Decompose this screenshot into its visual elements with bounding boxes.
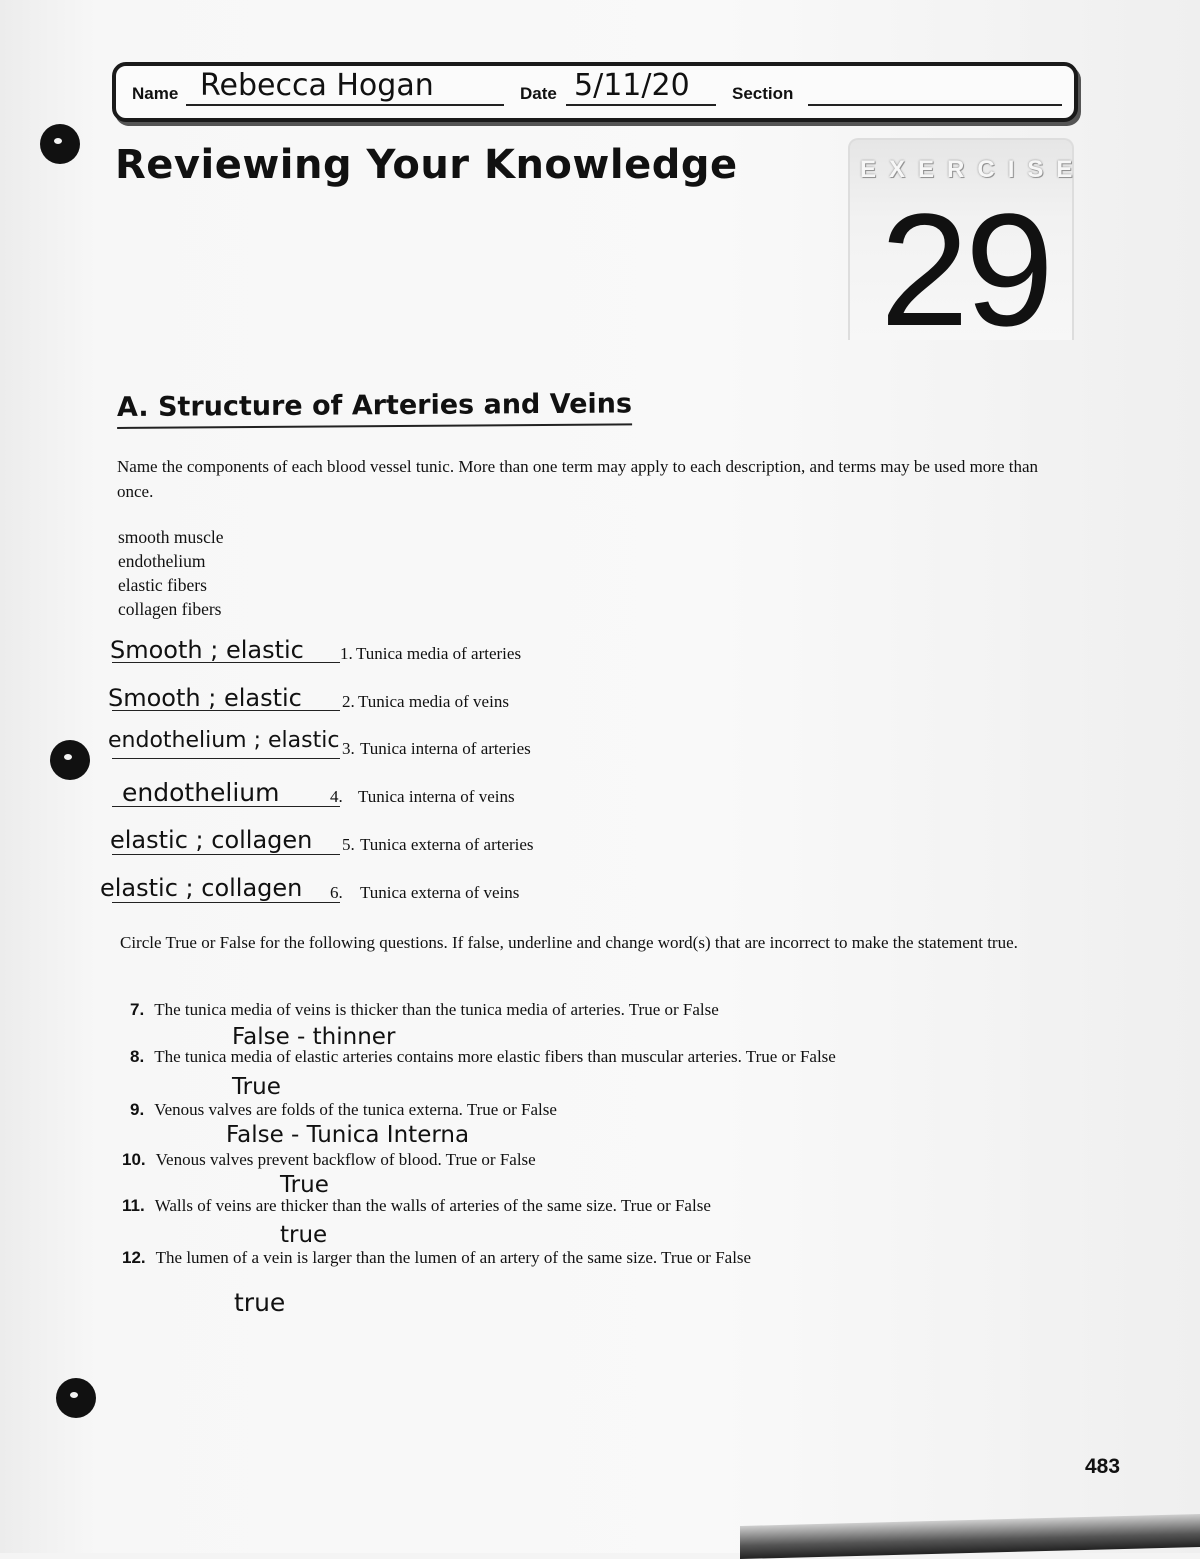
item-text-4: Tunica interna of veins: [358, 787, 515, 806]
answer-7: False - thinner: [232, 1024, 396, 1050]
binder-hole-middle: [50, 740, 90, 780]
item-number-6: 6.: [330, 883, 343, 902]
question-text-10: Venous valves prevent backflow of blood. True or False: [155, 1150, 536, 1169]
question-8: [130, 1047, 836, 1067]
true-false-instructions: Circle True or False for the following questions. If false, underline and change word(s) that are incorrect to make the statement true.: [120, 933, 1018, 952]
binder-hole-bottom: [56, 1378, 96, 1418]
item-text-2: Tunica media of veins: [358, 692, 509, 711]
question-number-7: 7.: [130, 1000, 145, 1019]
answer-line-6: [112, 902, 340, 903]
item-number-1: 1.: [340, 644, 353, 663]
answer-8: True: [232, 1074, 281, 1100]
answer-5: elastic ; collagen: [110, 826, 313, 854]
question-number-9: 9.: [130, 1100, 145, 1119]
section-a-instructions: Name the components of each blood vessel tunic. More than one term may apply to each description, and terms may be used more than once.: [117, 457, 1039, 501]
name-value: Rebecca Hogan: [200, 68, 434, 103]
item-text-1: Tunica media of arteries: [356, 644, 522, 663]
question-number-12: 12.: [122, 1248, 146, 1267]
answer-6: elastic ; collagen: [100, 874, 303, 902]
question-text-12: The lumen of a vein is larger than the lumen of an artery of the same size. True or False: [155, 1248, 752, 1267]
exercise-number: 29: [880, 180, 1050, 359]
question-9: [130, 1100, 557, 1120]
section-line: [808, 104, 1062, 106]
page-title: Reviewing Your Knowledge: [115, 142, 738, 188]
term-elastic-fibers: elastic fibers: [118, 575, 207, 595]
answer-11: true: [280, 1222, 328, 1248]
name-line: [186, 104, 504, 106]
question-number-8: 8.: [130, 1047, 145, 1066]
question-text-7: The tunica media of veins is thicker than the tunica media of arteries. True or False: [154, 1000, 719, 1019]
answer-9: False - Tunica Interna: [226, 1122, 470, 1148]
date-value: 5/11/20: [574, 68, 690, 103]
item-text-6: Tunica externa of veins: [360, 883, 520, 902]
question-text-8: The tunica media of elastic arteries contains more elastic fibers than muscular arteries. True or False: [154, 1047, 836, 1066]
question-11: [122, 1196, 711, 1216]
date-line: [566, 104, 716, 106]
question-text-11: Walls of veins are thicker than the walls of arteries of the same size. True or False: [154, 1196, 711, 1215]
answer-2: Smooth ; elastic: [108, 684, 302, 712]
answer-10: True: [280, 1172, 329, 1198]
question-number-10: 10.: [122, 1150, 146, 1169]
answer-3: endothelium ; elastic: [108, 728, 340, 753]
item-text-5: Tunica externa of arteries: [360, 835, 534, 854]
item-number-5: 5.: [342, 835, 355, 854]
item-number-3: 3.: [342, 739, 355, 758]
item-text-3: Tunica interna of arteries: [360, 739, 531, 758]
question-7: [130, 1000, 719, 1020]
term-smooth-muscle: smooth muscle: [118, 527, 224, 547]
name-label: Name: [132, 84, 179, 103]
item-number-4: 4.: [330, 787, 343, 806]
question-12: [122, 1248, 751, 1268]
term-endothelium: endothelium: [118, 551, 206, 571]
question-text-9: Venous valves are folds of the tunica externa. True or False: [154, 1100, 557, 1119]
answer-12: true: [234, 1288, 286, 1317]
answer-1: Smooth ; elastic: [110, 636, 304, 664]
section-a-heading: A. Structure of Arteries and Veins: [117, 388, 632, 429]
term-collagen-fibers: collagen fibers: [118, 599, 222, 619]
answer-4: endothelium: [122, 778, 280, 807]
question-10: [122, 1150, 536, 1170]
item-number-2: 2.: [342, 692, 355, 711]
answer-line-3: [112, 758, 340, 759]
exercise-label: EXERCISE: [860, 156, 1086, 183]
section-label: Section: [732, 84, 794, 103]
question-number-11: 11.: [122, 1196, 145, 1215]
date-label: Date: [520, 84, 557, 103]
binder-hole-top: [40, 124, 80, 164]
page-number: 483: [1085, 1455, 1121, 1478]
header-box: [112, 62, 1078, 122]
answer-line-5: [112, 854, 340, 855]
